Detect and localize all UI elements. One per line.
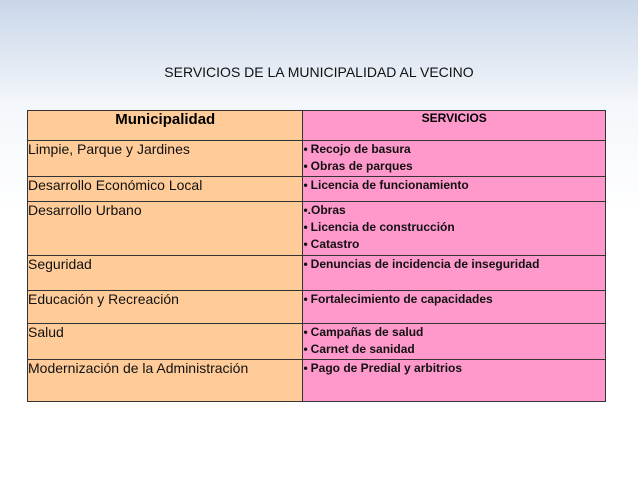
service-item [303,219,605,236]
servicios-cell [303,141,606,177]
service-item [303,324,605,341]
service-item [303,291,605,308]
bullet-icon: • [303,178,308,192]
table-header-row [28,111,606,141]
slide-title: SERVICIOS DE LA MUNICIPALIDAD AL VECINO [164,64,474,80]
service-text: Licencia de construcción [310,220,455,234]
service-item [303,236,605,253]
table-row [28,256,606,291]
servicios-cell [303,177,606,202]
service-item [303,202,605,219]
table-row [28,324,606,360]
bullet-icon: • [303,257,308,271]
servicios-cell [303,256,606,291]
service-item [303,158,605,175]
bullet-icon: • [303,159,308,173]
municipalidad-cell: Educación y Recreación [28,291,303,324]
service-text: Obras de parques [310,159,413,173]
table-row [28,177,606,202]
bullet-icon: • [303,237,308,251]
bullet-icon: • [303,361,308,375]
service-text: Recojo de basura [310,142,411,156]
municipalidad-cell: Limpie, Parque y Jardines [28,141,303,177]
table-row [28,291,606,324]
service-text: Carnet de sanidad [310,342,415,356]
service-text: Fortalecimiento de capacidades [310,292,493,306]
table-row [28,360,606,402]
service-item [303,341,605,358]
servicios-cell [303,291,606,324]
municipalidad-cell: Salud [28,324,303,360]
service-item [303,177,605,194]
municipalidad-cell: Desarrollo Económico Local [28,177,303,202]
service-text: Catastro [310,237,360,251]
bullet-icon: • [303,325,308,339]
bullet-icon: • [303,142,308,156]
municipalidad-cell: Desarrollo Urbano [28,202,303,256]
bullet-icon: • [303,220,308,234]
service-text: Campañas de salud [310,325,424,339]
servicios-cell [303,324,606,360]
service-text: Licencia de funcionamiento [310,178,469,192]
services-table [27,110,606,402]
service-item [303,256,605,273]
municipalidad-cell: Seguridad [28,256,303,291]
servicios-cell [303,360,606,402]
bullet-icon: • [303,292,308,306]
service-text: Pago de Predial y arbitrios [310,361,463,375]
service-item [303,141,605,158]
service-text: .Obras [307,203,346,217]
table-row [28,202,606,256]
bullet-icon: • [303,342,308,356]
municipalidad-cell: Modernización de la Administración [28,360,303,402]
table-row [28,141,606,177]
header-servicios: SERVICIOS [303,111,606,141]
header-municipalidad: Municipalidad [28,111,303,141]
service-text: Denuncias de incidencia de inseguridad [310,257,540,271]
bullet-icon: • [303,203,308,217]
servicios-cell [303,202,606,256]
service-item [303,360,605,377]
